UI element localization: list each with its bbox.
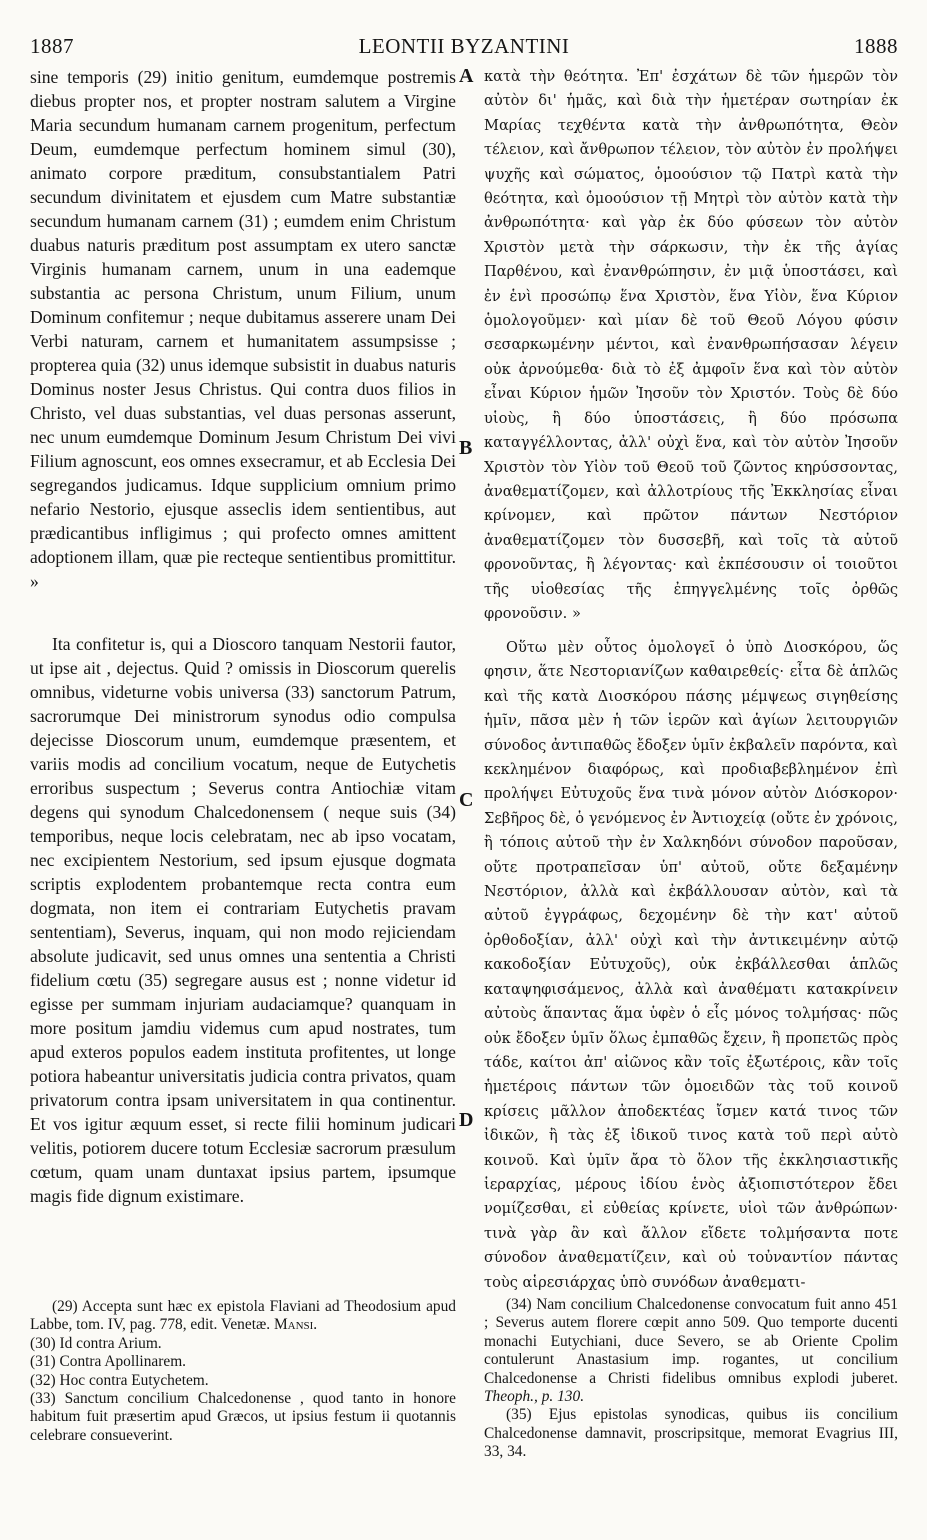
running-header	[30, 33, 898, 59]
latin-paragraph-1: sine temporis (29) initio genitum, eumdemque postremis diebus propter nos, et propter nostram salutem a Virgine Maria secundum humanam carnem progenitum, perfectum Deum, eumdemque perfectum hominem simul (30), animato corpore præditum, consubstantialem Patri secundum divinitatem et ejusdem cum Matre substantiæ secundum humanam carnem (31) ; eumdem enim Christum duabus naturis præditum post assumptam ex utero sanctæ Virginis humanam carnem, unum in una eademque substantia ac persona Christum, unum Filium, unum Dominum confitemur ; neque dubitamus asserere unam Dei Verbi naturam, carnem et humanitatem assumpsisse ; propterea quia (32) unus idemque subsistit in duabus naturis Dominus noster Jesus Christus. Qui contra duos filios in Christo, vel duas substantias, vel duas personas asserunt, nec unum eumdemque Dominum Jesum Christum Dei vivi Filium agnoscunt, eos omnes exsecramur, et ab Ecclesia Dei segregandos judicamus. Idque supplicium omnium primo nefario Nestorio, ejusque asseclis idem sentientibus, aut prædicantibus infligimus ; qui profecto omnes amittent adoptionem illam, quæ pie recteque sentientibus promittitur. »	[30, 67, 456, 591]
column-number-right: 1888	[854, 34, 898, 58]
margin-marker-d: D	[459, 1109, 474, 1131]
margin-marker-b: B	[459, 437, 473, 459]
margin-marker-a: A	[459, 65, 474, 87]
footnotes-right	[484, 1296, 898, 1462]
greek-paragraph-2: Οὕτω μὲν οὗτος ὁμολογεῖ ὁ ὑπὸ Διοσκόρου, ὥς φησιν, ἅτε Νεστοριανίζων καθαιρεθείς· εἶτα δὲ ἁπλῶς καὶ τῆς κατὰ Διοσκόρου πάσης μέμψεως σιγηθείσης ἡμῖν, πᾶσα μὲν ἡ τῶν ἱερῶν καὶ ἁγίων λειτουργιῶν σύνοδος ἀντιπαθῶς ἔδοξεν ὑμῖν ἐκβαλεῖν παρόντα, καὶ κεκλημένον διαφόρως, καὶ προδιαβεβλημένον ἐπὶ προλήψει Εὐτυχοῦς ἕνα τινὰ μόνον αὐτὸν Διόσκορον· Σεβῆρος δὲ, ὁ γενόμενος ἐν Ἀντιοχείᾳ (οὔτε ἐν χρόνοις, ἢ τόποις αὐτοῦ τὴν ἐν Χαλκηδόνι σύνοδον παροῦσαν, οὔτε προτραπεῖσαν ὑπ' αὐτοῦ, οὔτε δεξαμένην Νεστόριον, ἀλλὰ καὶ ἐκβάλλουσαν αὐτὸν, καὶ τὰ αὐτοῦ ἐγγράφως, δεχομένην δὲ τὴν κατ' αὐτοῦ ὀρθοδοξίαν, ἀλλ' οὐχὶ καὶ τὴν ἀντικειμένην αὐτῷ κακοδοξίαν Εὐτυχοῦς), οὐκ ἐκβάλλεσθαι ἁπλῶς καταψηφισάμενος, ἀλλὰ καὶ ἀναθέματι κατακρίνειν αὐτοὺς ἅπαντας ἅμα ὑφὲν ὁ εἷς μόνος τολμήσας· πῶς οὐκ ἔδοξεν ὑμῖν ὅλως ἐμπαθῶς ἔχειν, ἢ προπετῶς πρὸς τάδε, καίτοι ἀπ' αἰῶνος κἂν τοῖς ἐξωτέροις, κἂν τοῖς ἡμετέροις πάντων τῶν ὁμοειδῶν τὰς τοῦ κοινοῦ κρίσεις μᾶλλον ἀποδεκτέας ἴσμεν κατά τινος τῶν ἰδικῶν, ἢ τὰς ἐξ ἰδικοῦ τινος κατὰ τοῦ περὶ αὐτὸ κοινοῦ. Καὶ ὑμῖν ἄρα τὸ ὅλον τῆς ἐκκλησιαστικῆς ἱεραρχίας, μέρους ἰδίου ἑνὸς ἀξιοπιστότερον ἔδει νομίζεσθαι, εἰ εὐθείας κρίνετε, υἱοὶ τῶν ἀνθρώπων· τινὰ γὰρ ἂν καὶ ἄλλον εἴδετε τολμήσαντα ποτε σύνοδον ἀναθεματίζειν, καὶ οὐ τοὐναντίον πάντας τοὺς αἱρεσιάρχας ὑπὸ συνόδων ἀναθεματι-	[484, 639, 898, 1291]
footnote-30: (30) Id contra Arium.	[30, 1334, 162, 1352]
footnote-35: (35) Ejus epistolas synodicas, quibus iis concilium Chalcedonense damnavit, proscripsitque, memorat Evagrius III, 33, 34.	[484, 1406, 898, 1461]
footnotes-left	[30, 1298, 456, 1445]
column-number-left: 1887	[30, 34, 74, 58]
greek-paragraph-1: κατὰ τὴν θεότητα. Ἐπ' ἐσχάτων δὲ τῶν ἡμερῶν τὸν αὐτὸν δι' ἡμᾶς, καὶ διὰ τὴν ἡμετέραν σωτηρίαν ἐκ Μαρίας τεχθέντα κατὰ τὴν ἀνθρωπότητα, Θεὸν τέλειον, καὶ ἄνθρωπον τέλειον, τὸν αὐτὸν ἐν προλήψει ψυχῆς καὶ σώματος, ὁμοούσιον τῷ Πατρὶ κατὰ τὴν θεότητα, καὶ ὁμοούσιον τῇ Μητρὶ τὸν αὐτὸν κατὰ τὴν ἀνθρωπότητα· καὶ γὰρ ἐκ δύο φύσεων τὸν αὐτὸν Χριστὸν μετὰ τὴν σάρκωσιν, τὴν ἐκ τῆς ἁγίας Παρθένου, καὶ ἐνανθρώπησιν, ἐν μιᾷ ὑποστάσει, καὶ ἐν ἑνὶ προσώπῳ ἕνα Χριστὸν, ἕνα Υἱὸν, ἕνα Κύριον ὁμολογοῦμεν· καὶ μίαν δὲ τοῦ Θεοῦ Λόγου φύσιν σεσαρκωμένην μέντοι, καὶ ἐνανθρωπήσασαν λέγειν οὐκ ἀρνούμεθα· διὰ τὸ ἐξ ἀμφοῖν ἕνα καὶ τὸν αὐτὸν εἶναι Κύριον ἡμῶν Ἰησοῦν τὸν Χριστόν. Τοὺς δὲ δύο υἱοὺς, ἢ δύο ὑποστάσεις, ἢ δύο πρόσωπα καταγγέλλοντας, ἀλλ' οὐχὶ ἕνα, καὶ τὸν αὐτὸν Ἰησοῦν Χριστὸν τὸν Υἱὸν τοῦ Θεοῦ τοῦ ζῶντος κηρύσσοντας, ἀναθεματίζομεν, καὶ ἀλλοτρίους τῆς Ἐκκλησίας εἶναι κρίνομεν, καὶ πρῶτον πάντων Νεστόριον ἀναθεματίζομεν τὸν δυσσεβῆ, καὶ τοῖς τὰ αὐτοῦ φρονοῦντας, ἢ λέγοντας· καὶ ἐκπέσουσιν οἱ τοιοῦτοι τῆς υἱοθεσίας τῆς ἐπηγγελμένης τοῖς ὀρθῶς φρονοῦσιν. »	[484, 68, 898, 622]
footnote-32: (32) Hoc contra Eutychetem.	[30, 1371, 209, 1389]
margin-marker-c: C	[459, 789, 474, 811]
footnote-29: (29) Accepta sunt hæc ex epistola Flaviani ad Theodosium apud Labbe, tom. IV, pag. 778, edit. Venetæ. Mansi.	[30, 1298, 456, 1334]
footnote-34: (34) Nam concilium Chalcedonense convocatum fuit anno 451 ; Severus autem florere cœpit anno 509. Quo temporte ducenti monachi Eutychiani, duce Severo, se ab Oriente Cpolim contulerunt Anastasium imp. rogantes, ut concilium Chalcedonense a Christi fidelibus omnibus explodi juberet. Theoph., p. 130.	[484, 1296, 898, 1406]
running-title: LEONTII BYZANTINI	[358, 34, 570, 58]
latin-paragraph-2: Ita confitetur is, qui a Dioscoro tanquam Nestorii fautor, ut ipse ait , dejectus. Quid ? omissis in Dioscorum querelis omnibus, videturne vobis universa (33) sanctorum Patrum, sacrorumque Dei ministrorum synodus odio compulsa dejecisse Dioscorum unum, eumdemque præsentem, et variis modis ad concilium vocatum, neque de Eutychetis erroribus suspectum ; Severus contra Antiochiæ vitam degens qui synodum Chalcedonensem ( neque suis (34) temporibus, neque locis celebratam, nec ab ipso vocatam, nec excipientem Nestorium, sed ipsum ejusque dogmata scriptis explodentem probantemque recta contra eum dogmata, non item ei contrariam Eutychetis pravam sententiam), Severus, inquam, qui non modo rejiciendam absolute judicavit, sed unus omnes una sententia a Christi fidelium cœtu (35) segregare ausus est ; nonne videtur id egisse per summam injuriam audaciamque? quanquam in more positum jamdiu videmus cum apud nostrates, tum apud exteros populos eadem instituta profitentes, ut longe potiora habeantur universitatis judicia contra privatos, quam privatorum contra ipsam universitatem in qua continentur. Et vos igitur æquum esset, si recte filii hominum judicari velitis, potiorem ducere totum Ecclesiæ sacrorum præsulum cœtum, quam unam duntaxat ipsius partem, ipsumque magis fide dignum existimare.	[30, 634, 456, 1206]
footnote-31: (31) Contra Apollinarem.	[30, 1353, 187, 1371]
footnote-34-citation: Theoph., p. 130.	[484, 1388, 585, 1406]
footnote-33: (33) Sanctum concilium Chalcedonense , quod tanto in honore habitum fuit præsertim apud Græcos, ut ipsius festum ii quotannis celebrare consueverint.	[30, 1390, 456, 1444]
footnote-29-editor: Mansi.	[273, 1316, 318, 1334]
